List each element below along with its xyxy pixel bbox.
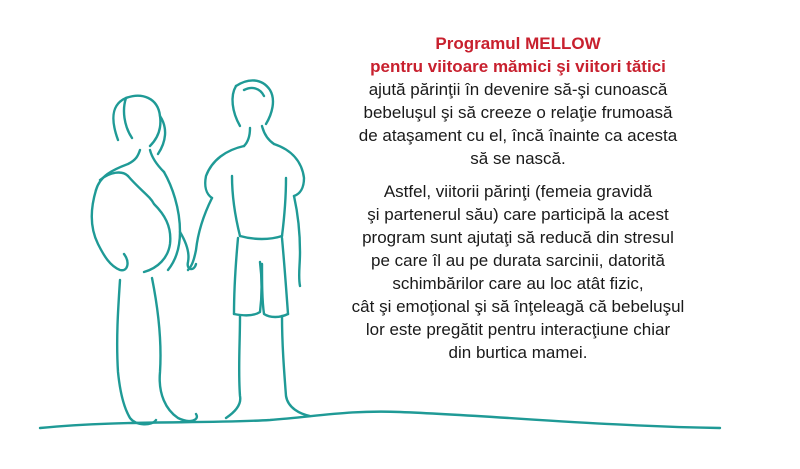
heading-line-2: pentru viitoare mămici şi viitori tătici xyxy=(370,57,666,76)
man-figure xyxy=(188,80,310,418)
paragraph1-line: să se nască. xyxy=(470,149,566,168)
intro-text-block xyxy=(318,32,718,364)
ground-line xyxy=(40,412,720,428)
paragraph2-line: cât şi emoţional şi să înţeleagă că bebeluşul xyxy=(351,297,685,316)
paragraph-gap xyxy=(318,170,718,180)
paragraph1-line: ajută părinţii în devenire să-şi cunoască xyxy=(368,80,668,99)
paragraph2-line: şi partenerul său) care participă la acest xyxy=(367,205,669,224)
pregnant-woman-figure xyxy=(92,96,197,425)
paragraph2-line: schimbărilor care au loc atât fizic, xyxy=(392,274,644,293)
paragraph2-line: program sunt ajutaţi să reducă din stresul xyxy=(362,228,674,247)
heading-line-1: Programul MELLOW xyxy=(435,34,601,53)
paragraph2-line: pe care îl au pe durata sarcinii, datorită xyxy=(371,251,665,270)
paragraph2-line: din burtica mamei. xyxy=(448,343,588,362)
paragraph1-line: de ataşament cu el, încă înainte ca acesta xyxy=(358,126,678,145)
paragraph2-line: lor este pregătit pentru interacţiune chiar xyxy=(365,320,671,339)
paragraph2-line: Astfel, viitorii părinţi (femeia gravidă xyxy=(383,182,653,201)
paragraph1-line: bebeluşul şi să creeze o relaţie frumoasă xyxy=(363,103,673,122)
